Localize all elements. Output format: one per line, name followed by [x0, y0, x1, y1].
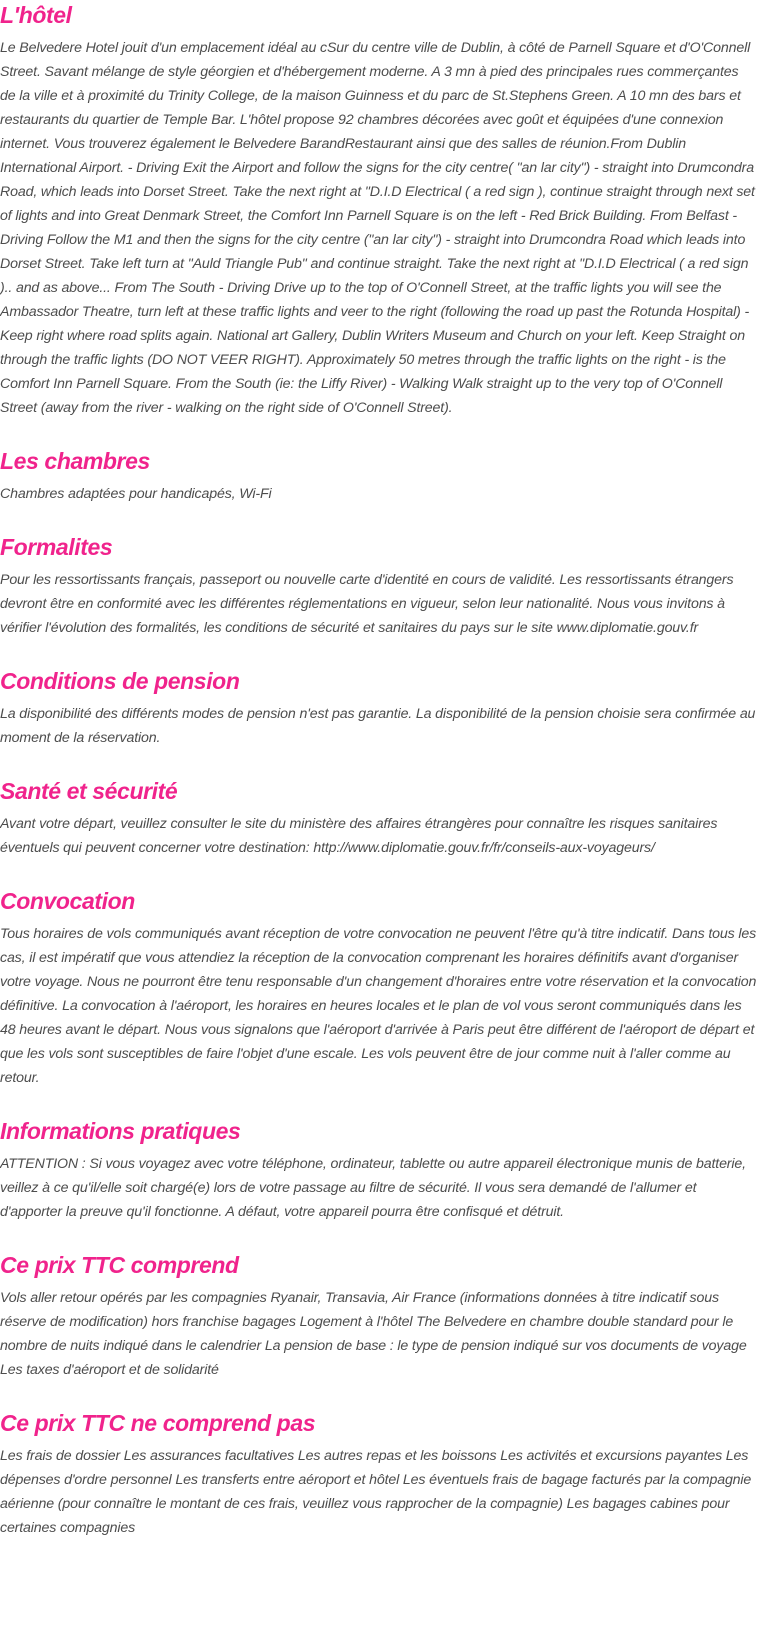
section-hotel [0, 0, 757, 420]
section-convocation [0, 886, 757, 1090]
section-board-conditions [0, 666, 757, 750]
section-health-safety [0, 776, 757, 860]
section-body: ATTENTION : Si vous voyagez avec votre téléphone, ordinateur, tablette ou autre appareil électronique munis de batterie, veillez à ce qu'il/elle soit chargé(e) lors de votre passage au filtre de sécurité. Il vous sera demandé de l'allumer et d'apporter la preuve qu'il fonctionne. A défaut, votre appareil pourra être confisqué et détruit. [0, 1156, 746, 1220]
section-title: Informations pratiques [0, 1118, 241, 1144]
section-title: Santé et sécurité [0, 778, 178, 804]
section-practical-info [0, 1116, 757, 1224]
section-body: Avant votre départ, veuillez consulter le site du ministère des affaires étrangères pour connaître les risques sanitaires éventuels qui peuvent concerner votre destination: http://www.diplomatie.gouv.fr/fr/conseils-aux-voyageurs/ [0, 816, 718, 856]
section-price-excludes [0, 1408, 757, 1540]
section-body: Pour les ressortissants français, passeport ou nouvelle carte d'identité en cours de validité. Les ressortissants étrangers devront être en conformité avec les différentes réglementations en vigueur, selon leur nationalité. Nous vous invitons à vérifier l'évolution des formalités, les conditions de sécurité et sanitaires du pays sur le site www.diplomatie.gouv.fr [0, 572, 734, 636]
section-price-includes [0, 1250, 757, 1382]
section-title: Ce prix TTC comprend [0, 1252, 239, 1278]
section-formalities [0, 532, 757, 640]
section-title: Formalites [0, 534, 113, 560]
section-title: Ce prix TTC ne comprend pas [0, 1410, 316, 1436]
section-body: Chambres adaptées pour handicapés, Wi-Fi [0, 486, 272, 502]
section-title: Convocation [0, 888, 135, 914]
section-body: Le Belvedere Hotel jouit d'un emplacement idéal au cSur du centre ville de Dublin, à côté de Parnell Square et d'O'Connell Street. Savant mélange de style géorgien et d'hébergement moderne. A 3 mn à pied des principales rues commerçantes de la ville et à proximité du Trinity College, de la maison Guinness et du parc de St.Stephens Green. A 10 mn des bars et restaurants du quartier de Temple Bar. L'hôtel propose 92 chambres décorées avec goût et équipées d'une connexion internet. Vous trouverez également le Belvedere BarandRestaurant ainsi que des salles de réunion.From Dublin International Airport. - Driving Exit the Airport and follow the signs for the city centre( "an lar city") - straight into Drumcondra Road, which leads into Dorset Street. Take the next right at "D.I.D Electrical ( a red sign ), continue straight through next set of lights and into Great Denmark Street, the Comfort Inn Parnell Square is on the left - Red Brick Building. From Belfast - Driving Follow the M1 and then the signs for the city centre ("an lar city") - straight into Drumcondra Road which leads into Dorset Street. Take left turn at "Auld Triangle Pub" and continue straight. Take the next right at "D.I.D Electrical ( a red sign ).. and as above... From The South - Driving Drive up to the top of O'Connell Street, at the traffic lights you will see the Ambassador Theatre, turn left at these traffic lights and veer to the right (following the road up past the Rotunda Hospital) - Keep right where road splits again. National art Gallery, Dublin Writers Museum and Church on your left. Keep Straight on through the traffic lights (DO NOT VEER RIGHT). Approximately 50 metres through the traffic lights on the right - is the Comfort Inn Parnell Square. From the South (ie: the Liffy River) - Walking Walk straight up to the very top of O'Connell Street (away from the river - walking on the right side of O'Connell Street). [0, 40, 755, 416]
section-body: La disponibilité des différents modes de pension n'est pas garantie. La disponibilité de la pension choisie sera confirmée au moment de la réservation. [0, 706, 756, 746]
section-title: L'hôtel [0, 2, 72, 28]
section-body: Tous horaires de vols communiqués avant réception de votre convocation ne peuvent l'être qu'à titre indicatif. Dans tous les cas, il est impératif que vous attendiez la réception de la convocation comprenant les horaires définitifs avant d'organiser votre voyage. Nous ne pourront être tenu responsable d'un changement d'horaires entre votre réservation et la convocation définitive. La convocation à l'aéroport, les horaires en heures locales et le plan de vol vous seront communiqués dans les 48 heures avant le départ. Nous vous signalons que l'aéroport d'arrivée à Paris peut être différent de l'aéroport de départ et que les vols sont susceptibles de faire l'objet d'une escale. Les vols peuvent être de jour comme nuit à l'aller comme au retour. [0, 926, 757, 1086]
section-body: Vols aller retour opérés par les compagnies Ryanair, Transavia, Air France (informations données à titre indicatif sous réserve de modification) hors franchise bagages Logement à l'hôtel The Belvedere en chambre double standard pour le nombre de nuits indiqué dans le calendrier La pension de base : le type de pension indiqué sur vos documents de voyage Les taxes d'aéroport et de solidarité [0, 1290, 747, 1378]
section-title: Conditions de pension [0, 668, 240, 694]
section-rooms [0, 446, 757, 506]
section-body: Les frais de dossier Les assurances facultatives Les autres repas et les boissons Les activités et excursions payantes Les dépenses d'ordre personnel Les transferts entre aéroport et hôtel Les éventuels frais de bagage facturés par la compagnie aérienne (pour connaître le montant de ces frais, veuillez vous rapprocher de la compagnie) Les bagages cabines pour certaines compagnies [0, 1448, 752, 1536]
section-title: Les chambres [0, 448, 150, 474]
